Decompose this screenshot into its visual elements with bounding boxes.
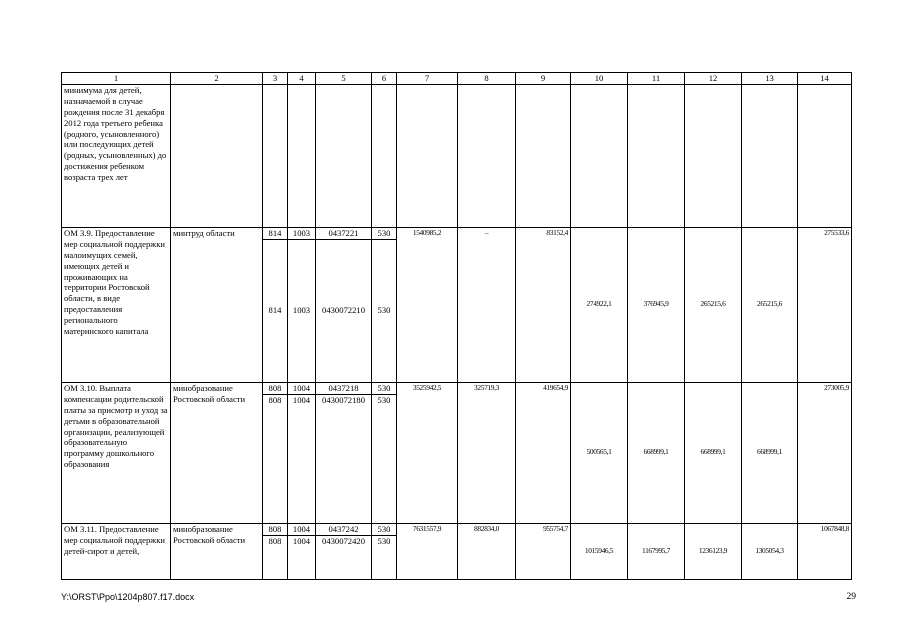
cell-csr: 0430072210 <box>316 239 372 382</box>
table-row-om-3-11 <box>62 523 852 535</box>
cell-total: 7631557,9 <box>397 523 458 579</box>
column-header: 14 <box>798 73 852 85</box>
page-number: 29 <box>846 592 856 602</box>
cell-vr: 530 <box>372 239 397 382</box>
column-header: 2 <box>171 73 263 85</box>
cell-grbs: 808 <box>263 523 288 535</box>
cell-grbs: 808 <box>263 382 288 394</box>
row-label: ОМ 3.11. Предоставление мер социальной поддержки детей-сирот и детей, <box>62 523 171 579</box>
row-label: минимума для детей, назначаемой в случае рождения после 31 декабря 2012 года третьего ребенка (родного, усыновленного) или последующих детей (родных, усыновленных) до достижения ребенком возраста трех лет <box>62 84 171 227</box>
executor-cell: минтруд области <box>171 227 263 382</box>
cell-vr: 530 <box>372 382 397 394</box>
cell-vr: 530 <box>372 535 397 579</box>
cell-year-2014: 325719,3 <box>458 382 516 523</box>
cell-year-2015: 83152,4 <box>516 227 571 382</box>
cell-year-2016: 500565,1 <box>571 382 628 523</box>
cell-year-2017: 376945,9 <box>628 227 685 382</box>
cell-rzpr: 1004 <box>288 382 316 394</box>
cell-year-2019: 668999,1 <box>742 382 798 523</box>
cell-year-2020: 275533,6 <box>798 227 852 382</box>
column-header: 1 <box>62 73 171 85</box>
cell-year-2017: 668999,1 <box>628 382 685 523</box>
cell-year-2016: 274922,1 <box>571 227 628 382</box>
cell-rzpr: 1003 <box>288 227 316 239</box>
cell-rzpr: 1004 <box>288 523 316 535</box>
cell-year-2019: 1305054,3 <box>742 523 798 579</box>
row-label: ОМ 3.10. Выплата компенсации родительской платы за присмотр и уход за детьми в образовательной организации, реализующей образовательную программу дошкольного образования <box>62 382 171 523</box>
cell-csr: 0437242 <box>316 523 372 535</box>
column-header: 6 <box>372 73 397 85</box>
cell-year-2020: 273005,9 <box>798 382 852 523</box>
column-header: 9 <box>516 73 571 85</box>
cell-year-2015: 955754,7 <box>516 523 571 579</box>
cell-vr: 530 <box>372 394 397 523</box>
cell-csr: 0437221 <box>316 227 372 239</box>
column-header: 5 <box>316 73 372 85</box>
table-row-continuation <box>62 84 852 227</box>
cell-rzpr: 1003 <box>288 239 316 382</box>
row-label: ОМ 3.9. Предоставление мер социальной поддержки малоимущих семей, имеющих детей и проживающих на территории Ростовской области, в виде предоставления регионального материнского капитала <box>62 227 171 382</box>
column-header: 8 <box>458 73 516 85</box>
executor-cell: минобразование Ростовской области <box>171 382 263 523</box>
header-row <box>62 73 852 85</box>
column-header: 11 <box>628 73 685 85</box>
cell-vr: 530 <box>372 227 397 239</box>
cell-year-2014: – <box>458 227 516 382</box>
column-header: 10 <box>571 73 628 85</box>
executor-cell: минобразование Ростовской области <box>171 523 263 579</box>
cell-rzpr: 1004 <box>288 535 316 579</box>
column-header: 12 <box>685 73 742 85</box>
file-path-footer: Y:\ORST\Ppo\1204p807.f17.docx <box>61 592 195 602</box>
column-header: 13 <box>742 73 798 85</box>
cell-grbs: 814 <box>263 227 288 239</box>
cell-year-2018: 1236123,9 <box>685 523 742 579</box>
table-row-om-3-9 <box>62 227 852 239</box>
cell-year-2019: 265215,6 <box>742 227 798 382</box>
cell-total: 3525942,5 <box>397 382 458 523</box>
cell-grbs: 808 <box>263 394 288 523</box>
cell-year-2014: 882834,0 <box>458 523 516 579</box>
cell-year-2015: 419654,9 <box>516 382 571 523</box>
cell-year-2017: 1167995,7 <box>628 523 685 579</box>
cell-year-2018: 668999,1 <box>685 382 742 523</box>
cell-year-2018: 265215,6 <box>685 227 742 382</box>
cell-grbs: 814 <box>263 239 288 382</box>
cell-year-2020: 1067848,8 <box>798 523 852 579</box>
cell-grbs: 808 <box>263 535 288 579</box>
table-row-om-3-10 <box>62 382 852 394</box>
cell-vr: 530 <box>372 523 397 535</box>
cell-rzpr: 1004 <box>288 394 316 523</box>
cell-total: 1540985,2 <box>397 227 458 382</box>
cell-year-2016: 1015946,5 <box>571 523 628 579</box>
cell-csr: 0430072420 <box>316 535 372 579</box>
column-header: 7 <box>397 73 458 85</box>
budget-table <box>61 72 852 580</box>
cell-csr: 0437218 <box>316 382 372 394</box>
cell-csr: 0430072180 <box>316 394 372 523</box>
column-header: 4 <box>288 73 316 85</box>
column-header: 3 <box>263 73 288 85</box>
